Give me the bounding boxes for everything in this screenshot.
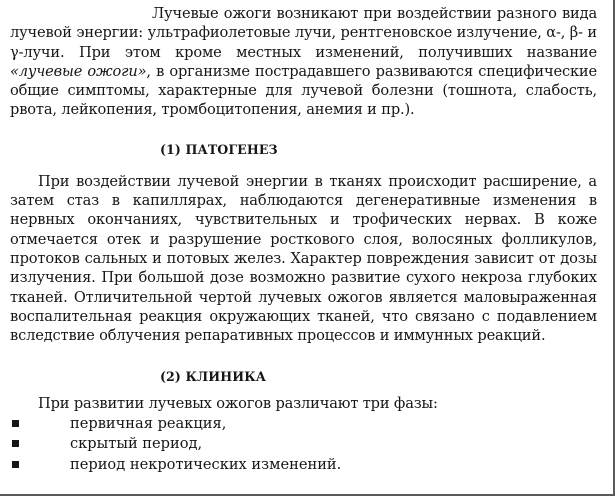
list-item-text: период некротических изменений.	[70, 455, 342, 473]
section-heading-pathogenesis: (1) ПАТОГЕНЕЗ	[160, 141, 278, 157]
phase-list	[10, 414, 597, 476]
section-heading-clinic: (2) КЛИНИКА	[160, 369, 267, 385]
list-item	[12, 434, 597, 455]
intro-paragraph	[10, 4, 597, 120]
square-bullet-icon	[12, 440, 19, 447]
clinic-paragraph: При развитии лучевых ожогов различают три фазы:	[38, 395, 438, 413]
intro-term: «лучевые ожоги»	[10, 62, 147, 80]
list-item	[12, 414, 597, 435]
list-item-text: первичная реакция,	[70, 414, 227, 432]
intro-text-start: Лучевые ожоги возникают при воздействии разного вида лучевой энергии: ультрафиолетовые лучи, рентгеновское излучение, α-, β- и γ-лучи. При этом кроме местных изменений, получивших название	[10, 5, 597, 61]
list-item-text: скрытый период,	[70, 435, 203, 453]
square-bullet-icon	[12, 420, 19, 427]
square-bullet-icon	[12, 461, 19, 468]
list-item	[12, 455, 597, 476]
pathogenesis-paragraph: При воздействии лучевой энергии в тканях происходит расширение, а затем стаз в капиллярах, наблюдаются дегенеративные изменения в нервных окончаниях, чувствительных и трофических нервах. В коже отмечается отек и разрушение росткового слоя, волосяных фолликулов, протоков сальных и потовых желез. Характер повреждения зависит от дозы излучения. При большой дозе возможно развитие сухого некроза глубоких тканей. Отличительной чертой лучевых ожогов является маловыраженная воспалительная реакция окружающих тканей, что связано с подавлением вследствие облучения репаративных процессов и иммунных реакций.	[10, 172, 597, 345]
intro-text-end: , в организме пострадавшего развиваются специфические общие симптомы, характерные для лучевой болезни (тошнота, слабость, рвота, лейкопения, тромбоцитопения, анемия и пр.).	[10, 62, 597, 119]
